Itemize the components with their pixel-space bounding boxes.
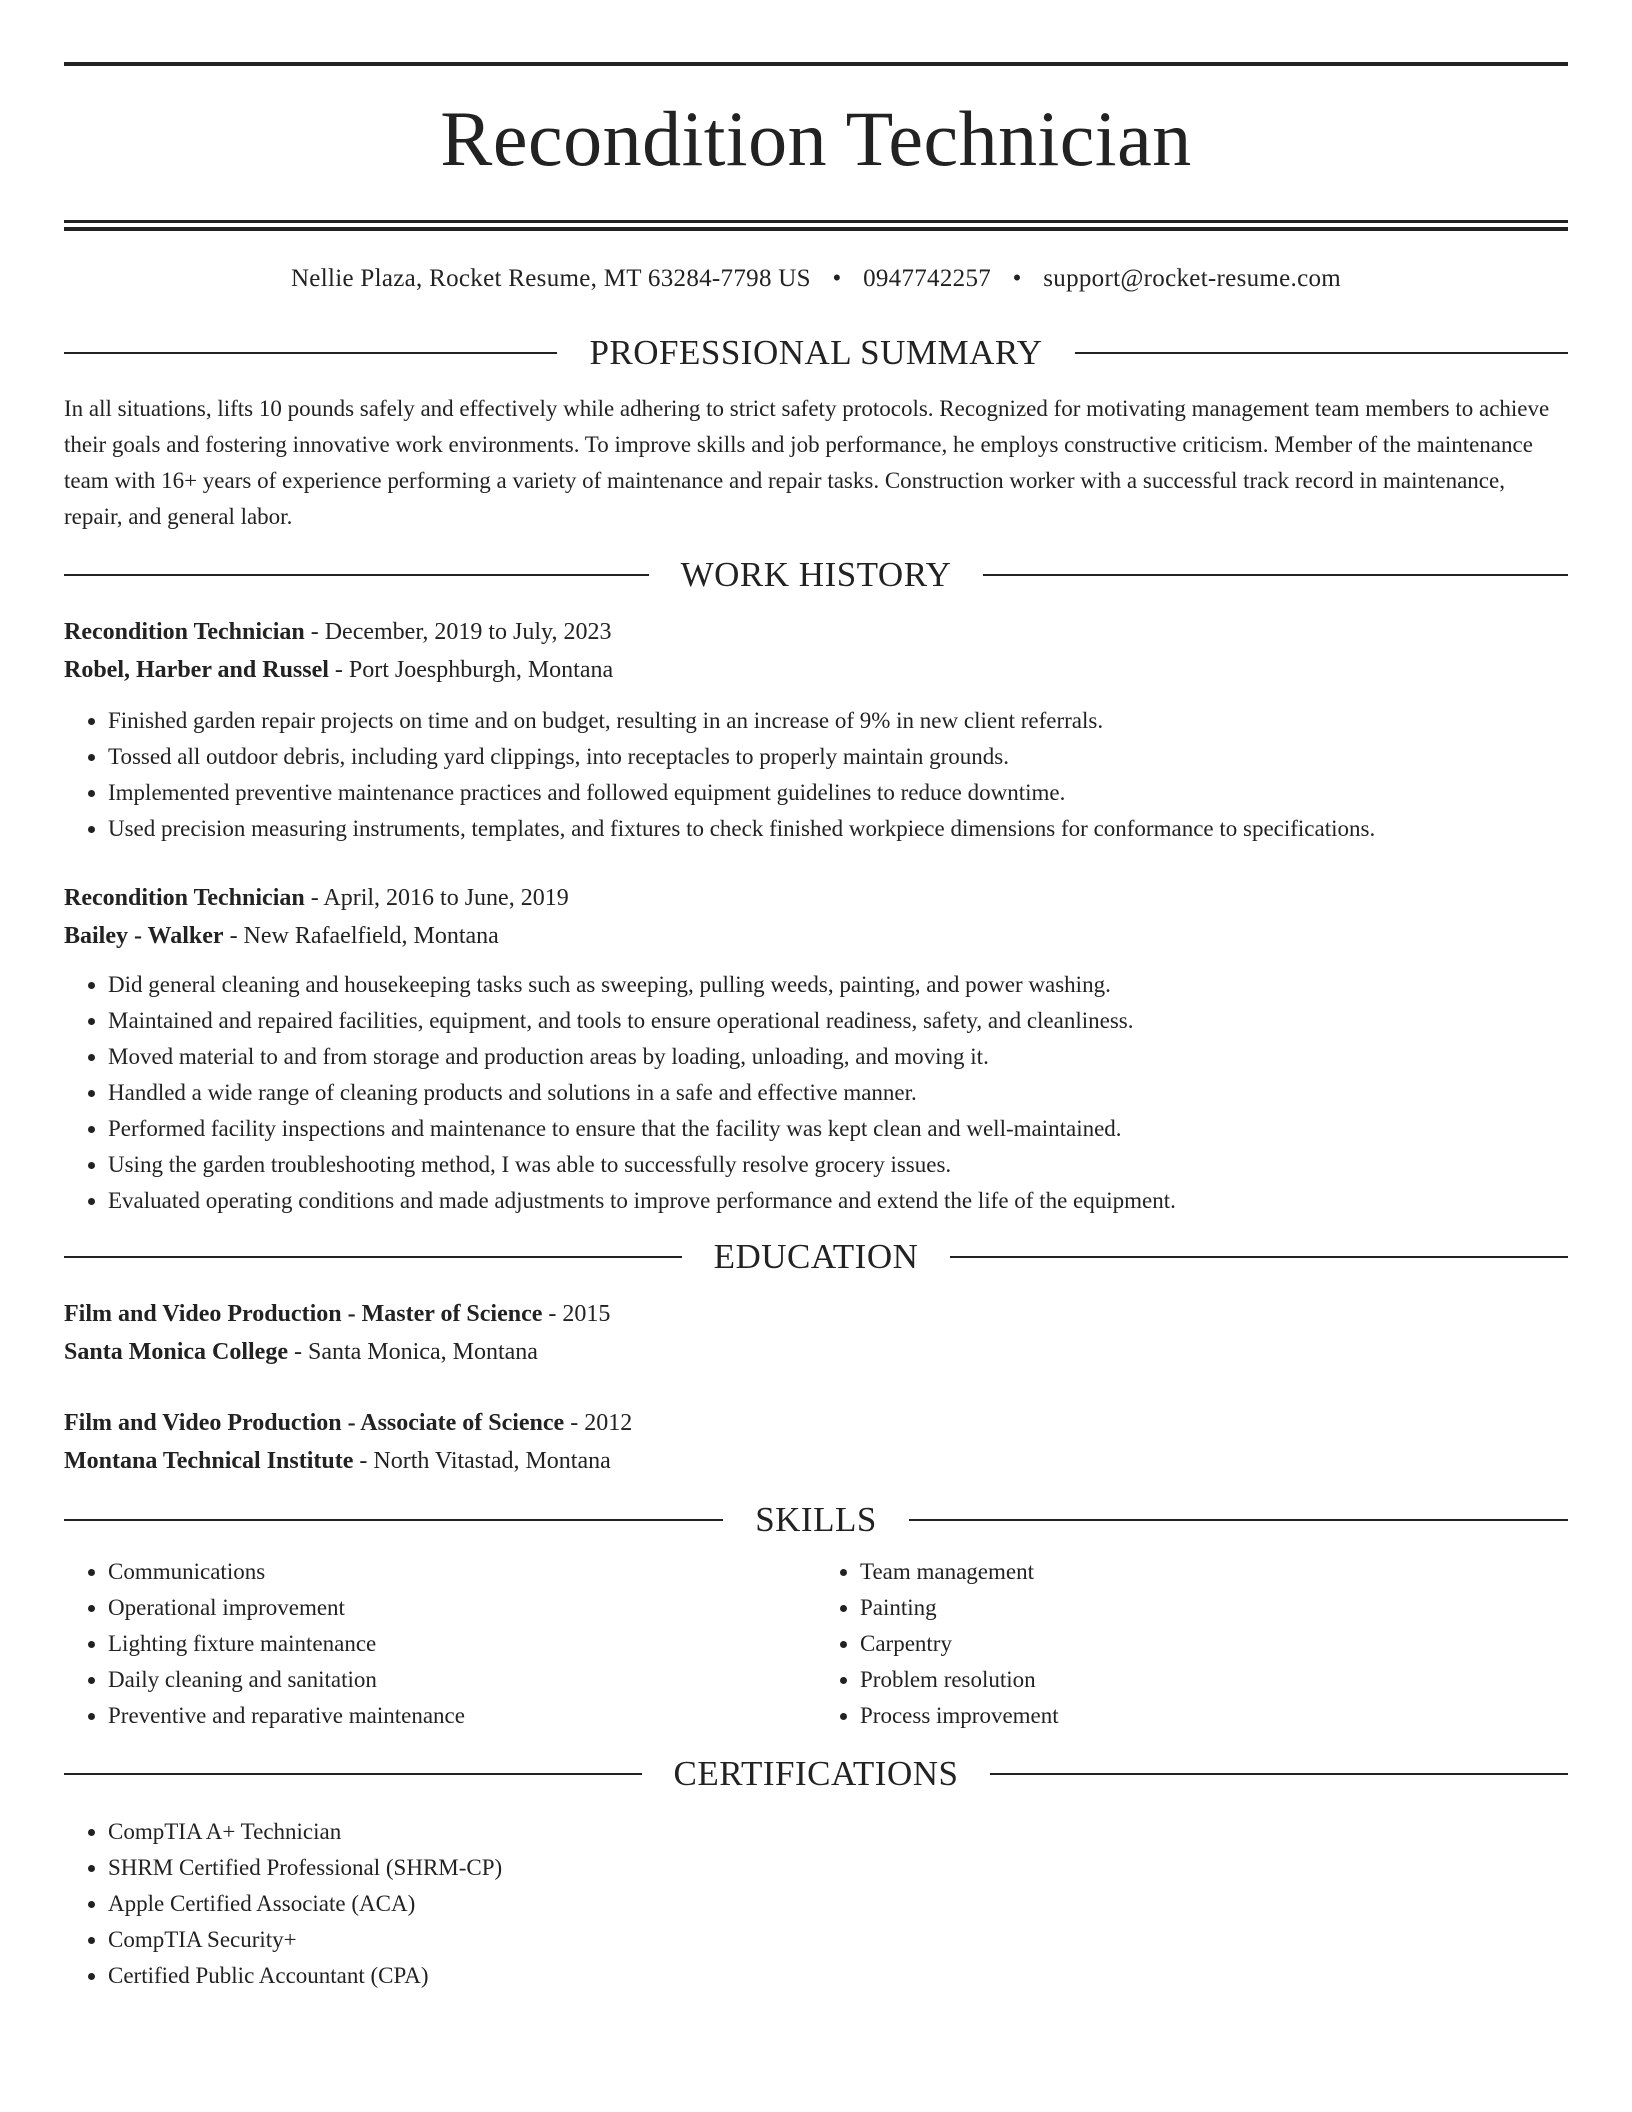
section-heading-skills	[64, 1498, 1568, 1542]
education-degree: Film and Video Production - Associate of Science	[64, 1410, 565, 1436]
list-item: • Communications	[108, 1554, 816, 1590]
list-item: • Using the garden troubleshooting method, I was able to successfully resolve grocery issues.	[108, 1147, 1568, 1183]
education-entry	[64, 1295, 1568, 1371]
heading-rule	[64, 1519, 723, 1521]
heading-rule	[64, 352, 557, 354]
section-heading-summary	[64, 331, 1568, 375]
education-school: Montana Technical Institute	[64, 1448, 354, 1474]
heading-rule	[1075, 352, 1568, 354]
job-entry	[64, 879, 1568, 1219]
list-item: • Did general cleaning and housekeeping tasks such as sweeping, pulling weeds, painting, and power washing.	[108, 967, 1568, 1003]
heading-rule	[990, 1773, 1568, 1775]
list-item: • Team management	[860, 1554, 1568, 1590]
list-item: • Moved material to and from storage and production areas by loading, unloading, and moving it.	[108, 1039, 1568, 1075]
contact-line	[64, 259, 1568, 299]
contact-separator: •	[832, 265, 842, 292]
job-location: - Port Joesphburgh, Montana	[328, 657, 614, 683]
certifications-list	[64, 1814, 1568, 1994]
list-item: • Certified Public Accountant (CPA)	[108, 1958, 1568, 1994]
education-entry	[64, 1404, 1568, 1480]
job-entry	[64, 613, 1568, 847]
list-item: • Carpentry	[860, 1626, 1568, 1662]
list-item: • Painting	[860, 1590, 1568, 1626]
list-item: • SHRM Certified Professional (SHRM-CP)	[108, 1850, 1568, 1886]
list-item: • Tossed all outdoor debris, including yard clippings, into receptacles to properly maintain grounds.	[108, 739, 1568, 775]
job-company: Bailey - Walker	[64, 923, 224, 949]
list-item: • Maintained and repaired facilities, equipment, and tools to ensure operational readiness, safety, and cleanliness.	[108, 1003, 1568, 1039]
section-heading-education	[64, 1235, 1568, 1279]
contact-phone: 0947742257	[863, 265, 992, 292]
list-item: • Used precision measuring instruments, templates, and fixtures to check finished workpiece dimensions for conformance to specifications.	[108, 811, 1568, 847]
list-item: • Lighting fixture maintenance	[108, 1626, 816, 1662]
list-item: • CompTIA A+ Technician	[108, 1814, 1568, 1850]
job-title-line	[64, 613, 1568, 651]
heading-rule	[950, 1256, 1568, 1258]
heading-rule	[64, 1256, 682, 1258]
education-school-line	[64, 1442, 1568, 1480]
header-top-rule	[64, 62, 1568, 66]
contact-separator: •	[1012, 265, 1022, 292]
list-item: • CompTIA Security+	[108, 1922, 1568, 1958]
header-double-rule	[64, 220, 1568, 231]
heading-rule	[909, 1519, 1568, 1521]
list-item: • Evaluated operating conditions and made adjustments to improve performance and extend the life of the equipment.	[108, 1183, 1568, 1219]
skills-columns	[64, 1554, 1568, 1734]
section-heading-work	[64, 553, 1568, 597]
list-item: • Implemented preventive maintenance practices and followed equipment guidelines to reduce downtime.	[108, 775, 1568, 811]
job-location: - New Rafaelfield, Montana	[223, 923, 499, 949]
heading-rule	[983, 574, 1568, 576]
job-company: Robel, Harber and Russel	[64, 657, 329, 683]
list-item: • Apple Certified Associate (ACA)	[108, 1886, 1568, 1922]
education-school: Santa Monica College	[64, 1339, 288, 1365]
education-location: - Santa Monica, Montana	[287, 1339, 538, 1365]
education-year: - 2015	[542, 1301, 611, 1327]
list-item: • Process improvement	[860, 1698, 1568, 1734]
job-company-line	[64, 917, 1568, 955]
job-bullets	[64, 967, 1568, 1219]
education-degree-line	[64, 1295, 1568, 1333]
job-bullets	[64, 703, 1568, 847]
heading-rule	[64, 1773, 642, 1775]
education-school-line	[64, 1333, 1568, 1371]
job-company-line	[64, 651, 1568, 689]
list-item: • Daily cleaning and sanitation	[108, 1662, 816, 1698]
job-dates: - April, 2016 to June, 2019	[304, 885, 569, 911]
list-item: • Preventive and reparative maintenance	[108, 1698, 816, 1734]
list-item: • Finished garden repair projects on time and on budget, resulting in an increase of 9% in new client referrals.	[108, 703, 1568, 739]
section-title: SKILLS	[755, 1500, 877, 1539]
education-degree: Film and Video Production - Master of Science	[64, 1301, 543, 1327]
section-title: WORK HISTORY	[680, 555, 952, 594]
job-role: Recondition Technician	[64, 885, 305, 911]
skills-list-left	[64, 1554, 816, 1734]
section-title: CERTIFICATIONS	[673, 1754, 959, 1793]
section-title: EDUCATION	[713, 1237, 919, 1276]
job-dates: - December, 2019 to July, 2023	[304, 619, 612, 645]
education-degree-line	[64, 1404, 1568, 1442]
list-item: • Problem resolution	[860, 1662, 1568, 1698]
list-item: • Handled a wide range of cleaning products and solutions in a safe and effective manner.	[108, 1075, 1568, 1111]
contact-email: support@rocket-resume.com	[1043, 265, 1342, 292]
section-title: PROFESSIONAL SUMMARY	[589, 333, 1043, 372]
list-item: • Operational improvement	[108, 1590, 816, 1626]
resume-title: Recondition Technician	[440, 95, 1192, 182]
summary-text: In all situations, lifts 10 pounds safely and effectively while adhering to strict safety protocols. Recognized for motivating management team members to achieve their goals and fostering innovative work environments. To improve skills and job performance, he employs constructive criticism. Member of the maintenance team with 16+ years of experience performing a variety of maintenance and repair tasks. Construction worker with a successful track record in maintenance, repair, and general labor.	[64, 396, 1550, 529]
job-role: Recondition Technician	[64, 619, 305, 645]
heading-rule	[64, 574, 649, 576]
skills-list-right	[816, 1554, 1568, 1734]
education-year: - 2012	[564, 1410, 633, 1436]
education-location: - North Vitastad, Montana	[353, 1448, 611, 1474]
list-item: • Performed facility inspections and maintenance to ensure that the facility was kept clean and well-maintained.	[108, 1111, 1568, 1147]
section-heading-certifications	[64, 1752, 1568, 1796]
contact-address: Nellie Plaza, Rocket Resume, MT 63284-7798 US	[290, 265, 811, 292]
job-title-line	[64, 879, 1568, 917]
